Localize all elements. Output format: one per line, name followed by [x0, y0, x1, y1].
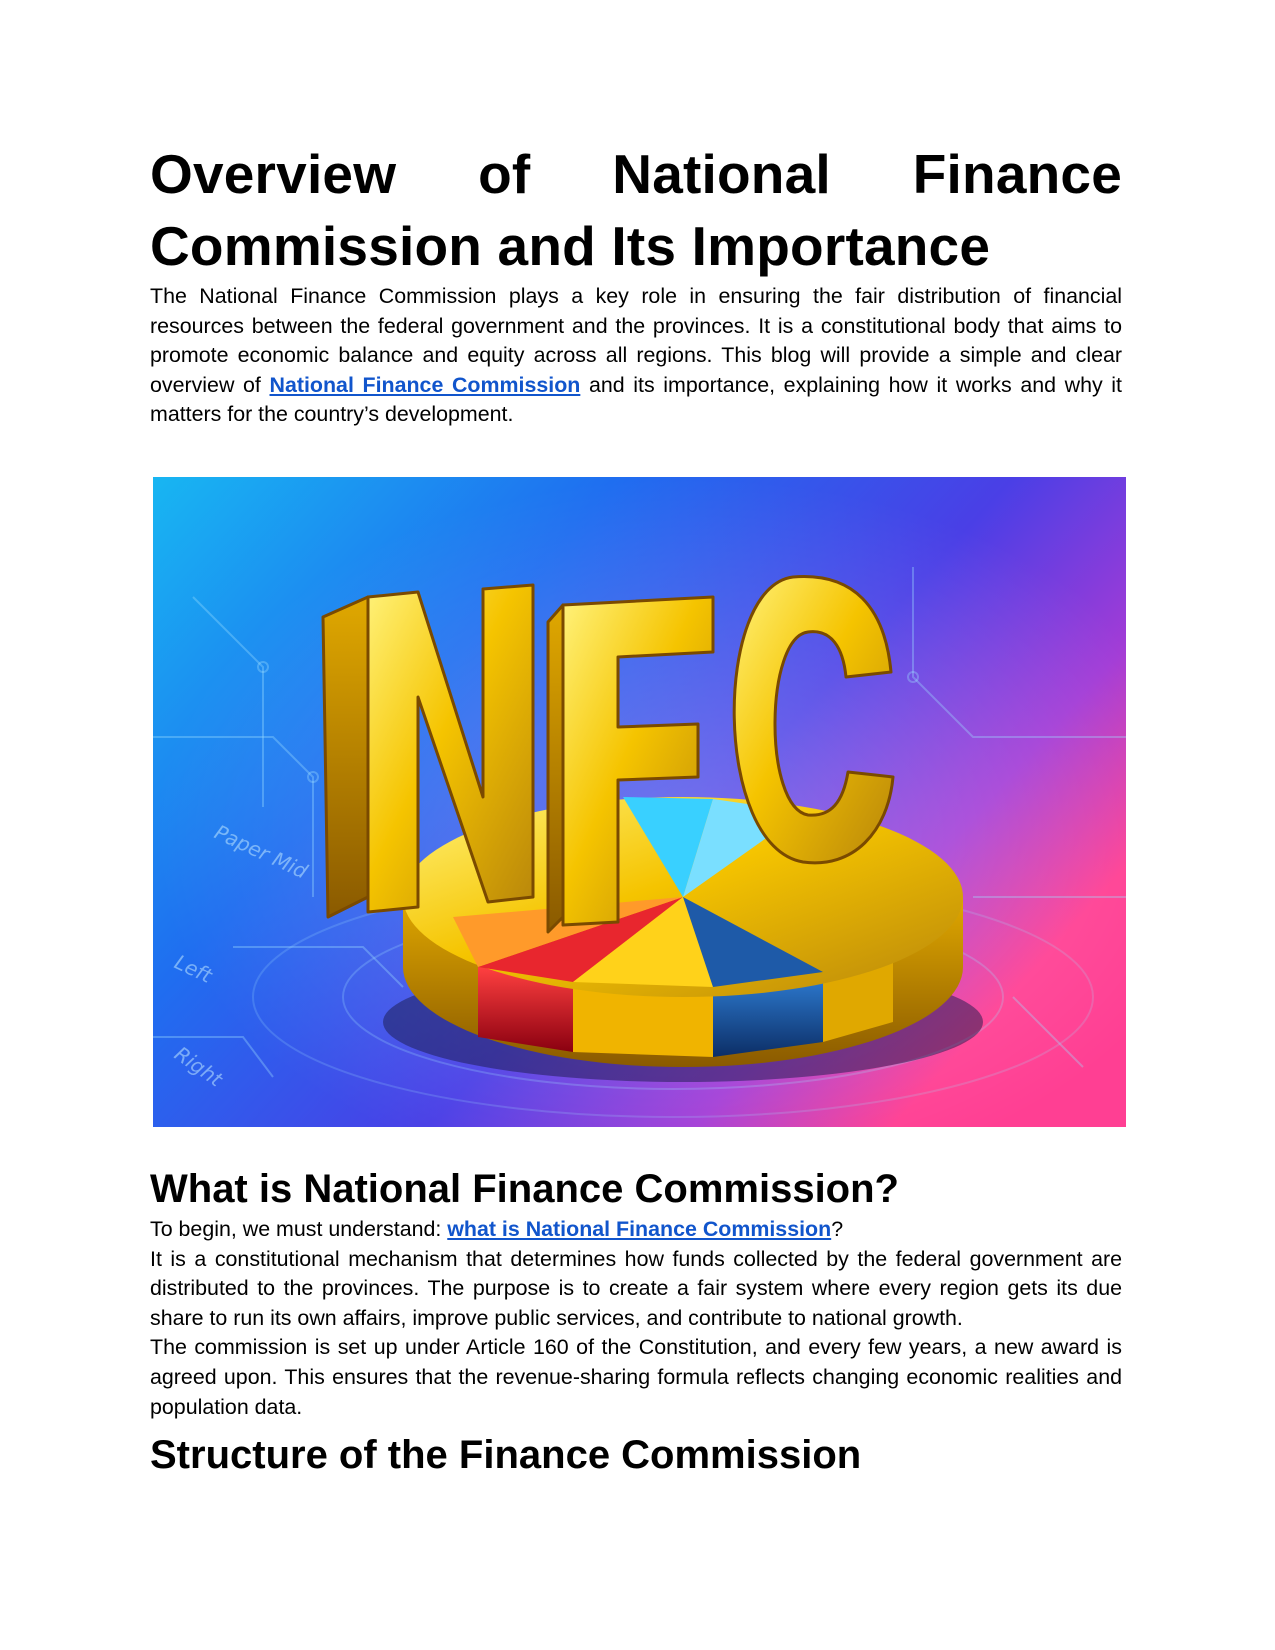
- section1-intro-line: [150, 1215, 1122, 1245]
- section-structure: [150, 1429, 1122, 1481]
- section1-intro-text: To begin, we must understand:: [150, 1217, 448, 1241]
- section1-question-mark: ?: [831, 1217, 844, 1241]
- background-label-left: Left: [170, 949, 216, 988]
- background-label-paper-mid: Paper Mid: [210, 819, 312, 884]
- intro-text-after-link: and its importance, explaining how it works and why it matters for the country’s development.: [150, 372, 1122, 427]
- article-header: [150, 138, 1122, 430]
- section-heading-what-is-nfc: What is National Finance Commission?: [150, 1167, 899, 1211]
- section1-paragraph-1: It is a constitutional mechanism that determines how funds collected by the federal government are distributed to the provinces. The purpose is to create a fair system where every region gets its due share to run its own affairs, improve public services, and contribute to national growth.: [150, 1246, 1122, 1330]
- what-is-nfc-link[interactable]: what is National Finance Commission: [447, 1217, 832, 1241]
- intro-text-before-link: The National Finance Commission plays a key role in ensuring the fair distribution of financial resources between the federal government and the provinces. It is a constitutional body that aims to promote economic balance and equity across all regions. This blog will provide a simple and clear overview of: [150, 284, 1122, 397]
- section-heading-structure: Structure of the Finance Commission: [150, 1433, 862, 1477]
- nfc-hero-image: [153, 477, 1126, 1127]
- intro-paragraph: [150, 282, 1122, 430]
- section1-paragraph-2: The commission is set up under Article 160 of the Constitution, and every few years, a new award is agreed upon. This ensures that the revenue-sharing formula reflects changing economic realities and population data.: [150, 1335, 1122, 1419]
- national-finance-commission-link[interactable]: National Finance Commission: [269, 372, 581, 397]
- hero-logo-text: NFC: [628, 1099, 650, 1110]
- article-title: Overview of National Finance Commission and Its Importance: [150, 143, 1122, 277]
- section-what-is-nfc: [150, 1163, 1122, 1422]
- background-label-right: Right: [170, 1041, 228, 1092]
